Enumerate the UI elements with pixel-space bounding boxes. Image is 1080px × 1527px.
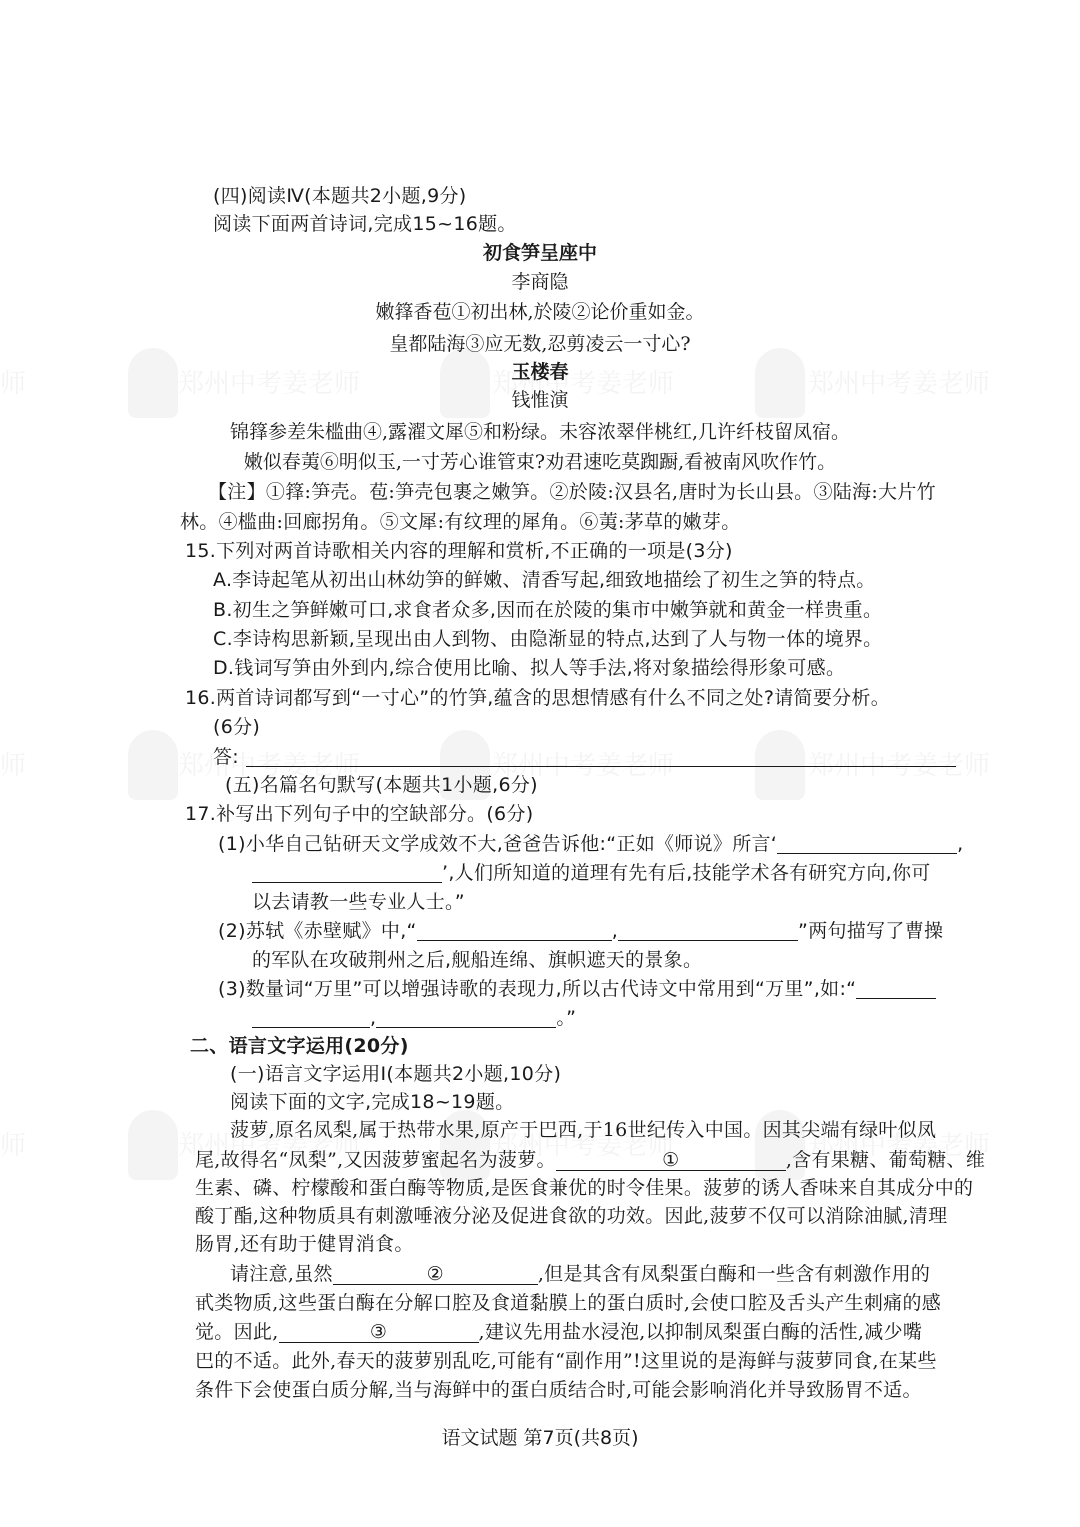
sentence-text: (2)苏轼《赤壁赋》中,“ <box>218 920 417 942</box>
instruction: 阅读下面的文字,完成18~19题。 <box>230 1091 515 1113</box>
fill-in-sentence <box>252 1004 576 1032</box>
passage-line: 菠萝,原名凤梨,属于热带水果,原产于巴西,于16世纪传入中国。因其尖端有绿叶似凤 <box>230 1119 937 1141</box>
fill-blank[interactable] <box>618 920 798 941</box>
section-heading: (一)语言文字运用Ⅰ(本题共2小题,10分) <box>230 1063 562 1085</box>
sentence-text: (3)数量词“万里”可以增强诗歌的表现力,所以古代诗文中常用到“万里”,如:“ <box>218 978 857 1000</box>
part-heading: 二、语言文字运用(20分) <box>190 1035 409 1057</box>
poem-author: 钱惟演 <box>511 389 569 411</box>
question-stem: 15.下列对两首诗歌相关内容的理解和赏析,不正确的一项是(3分) <box>185 540 733 562</box>
poem-title: 初食笋呈座中 <box>482 242 597 264</box>
watermark-figure <box>128 1110 178 1180</box>
passage-line: 甙类物质,这些蛋白酶在分解口腔及食道黏膜上的蛋白质时,会使口腔及舌头产生刺痛的感 <box>195 1292 942 1314</box>
option-b: B.初生之笋鲜嫩可口,求食者众多,因而在於陵的集市中嫩笋就和黄金一样贵重。 <box>213 599 883 621</box>
comma: , <box>370 1007 377 1029</box>
passage-text: ,建议先用盐水浸泡,以抑制凤梨蛋白酶的活性,减少嘴 <box>478 1321 923 1343</box>
option-c: C.李诗构思新颖,呈现出由人到物、由隐渐显的特点,达到了人与物一体的境界。 <box>213 628 883 650</box>
passage-text: ,含有果糖、葡萄糖、维 <box>785 1149 986 1171</box>
passage-line: 巴的不适。此外,春天的菠萝别乱吃,可能有“副作用”!这里说的是海鲜与菠萝同食,在某些 <box>195 1350 937 1372</box>
sentence-text: 以去请教一些专业人士。” <box>252 891 465 913</box>
fill-blank[interactable] <box>252 862 442 883</box>
notes: 【注】①箨:笋壳。苞:笋壳包裹之嫩笋。②於陵:汉县名,唐时为长山县。③陆海:大片竹 <box>208 481 936 503</box>
comma: , <box>957 833 964 855</box>
passage-text: 请注意,虽然 <box>230 1263 333 1285</box>
question-score: (6分) <box>213 716 261 738</box>
passage-line: 生素、磷、柠檬酸和蛋白酶等物质,是医食兼优的时令佳果。菠萝的诱人香味来自其成分中的 <box>195 1177 974 1199</box>
section-heading: (四)阅读Ⅳ(本题共2小题,9分) <box>213 185 467 207</box>
watermark-figure <box>755 730 805 800</box>
fill-blank[interactable] <box>777 833 957 854</box>
comma: , <box>611 920 619 942</box>
poem-line: 嫩似春荑⑥明似玉,一寸芳心谁管束?劝君速吃莫踟蹰,看被南风吹作竹。 <box>243 451 837 473</box>
sentence-text: 的军队在攻破荆州之后,舰船连绵、旗帜遮天的景象。 <box>252 949 703 971</box>
passage-text: ,但是其含有凤梨蛋白酶和一些含有刺激作用的 <box>537 1263 931 1285</box>
poem-line: 锦箨参差朱槛曲④,露濯文犀⑤和粉绿。未容浓翠伴桃红,几许纤枝留凤宿。 <box>229 421 851 443</box>
sentence-text: ’,人们所知道的道理有先有后,技能学术各有研究方向,你可 <box>442 862 931 884</box>
passage-text: 尾,故得名“凤梨”,又因菠萝蜜起名为菠萝。 <box>195 1149 556 1171</box>
watermark-figure <box>128 730 178 800</box>
fill-in-sentence <box>218 917 943 945</box>
blank-number: ① <box>662 1149 680 1171</box>
passage-line <box>230 1260 930 1288</box>
fill-in-sentence <box>252 859 931 887</box>
passage-line: 条件下会使蛋白质分解,当与海鲜中的蛋白质结合时,可能会影响消化并导致肠胃不适。 <box>195 1379 922 1401</box>
sentence-text: (1)小华自己钻研天文学成效不大,爸爸告诉他:“正如《师说》所言‘ <box>218 833 778 855</box>
page-footer: 语文试题 第7页(共8页) <box>441 1427 639 1449</box>
watermark-fragment <box>0 1125 26 1162</box>
blank-number: ② <box>426 1263 445 1285</box>
poem-line: 皇都陆海③应无数,忍剪凌云一寸心? <box>389 333 691 355</box>
fill-blank[interactable] <box>856 978 936 999</box>
answer-line[interactable] <box>246 766 956 767</box>
blank-number: ③ <box>369 1321 388 1343</box>
watermark <box>808 745 990 782</box>
fill-blank[interactable] <box>376 1007 556 1028</box>
fill-in-sentence <box>218 830 963 858</box>
answer-label: 答: <box>213 746 240 768</box>
fill-blank-2[interactable] <box>333 1264 538 1285</box>
fill-blank-1[interactable] <box>556 1150 786 1171</box>
question-stem: 17.补写出下列句子中的空缺部分。(6分) <box>185 803 534 825</box>
poem-line: 嫩箨香苞①初出林,於陵②论价重如金。 <box>375 301 705 323</box>
instruction: 阅读下面两首诗词,完成15~16题。 <box>213 213 517 235</box>
fill-in-sentence <box>218 975 936 1003</box>
sentence-text: ”两句描写了曹操 <box>798 920 944 942</box>
fill-blank-3[interactable] <box>279 1322 479 1343</box>
fill-blank[interactable] <box>417 920 612 941</box>
option-d: D.钱词写笋由外到内,综合使用比喻、拟人等手法,将对象描绘得形象可感。 <box>213 657 846 679</box>
poem-title: 玉楼春 <box>511 361 569 383</box>
passage-line: 肠胃,还有助于健胃消食。 <box>195 1233 414 1255</box>
question-stem: 16.两首诗词都写到“一寸心”的竹笋,蕴含的思想情感有什么不同之处?请简要分析。 <box>185 687 891 709</box>
fill-blank[interactable] <box>252 1007 370 1028</box>
section-heading: (五)名篇名句默写(本题共1小题,6分) <box>225 774 538 796</box>
passage-line <box>195 1146 985 1174</box>
notes: 林。④槛曲:回廊拐角。⑤文犀:有纹理的犀角。⑥荑:茅草的嫩芽。 <box>180 511 741 533</box>
poem-author: 李商隐 <box>511 271 569 293</box>
option-a: A.李诗起笔从初出山林幼笋的鲜嫩、清香写起,细致地描绘了初生之笋的特点。 <box>213 569 876 591</box>
watermark-fragment <box>0 745 26 782</box>
passage-line <box>195 1318 922 1346</box>
passage-line: 酸丁酯,这种物质具有刺激唾液分泌及促进食欲的功效。因此,菠萝不仅可以消除油腻,清理 <box>195 1205 948 1227</box>
sentence-end: 。” <box>556 1007 577 1029</box>
passage-text: 觉。因此, <box>195 1321 279 1343</box>
